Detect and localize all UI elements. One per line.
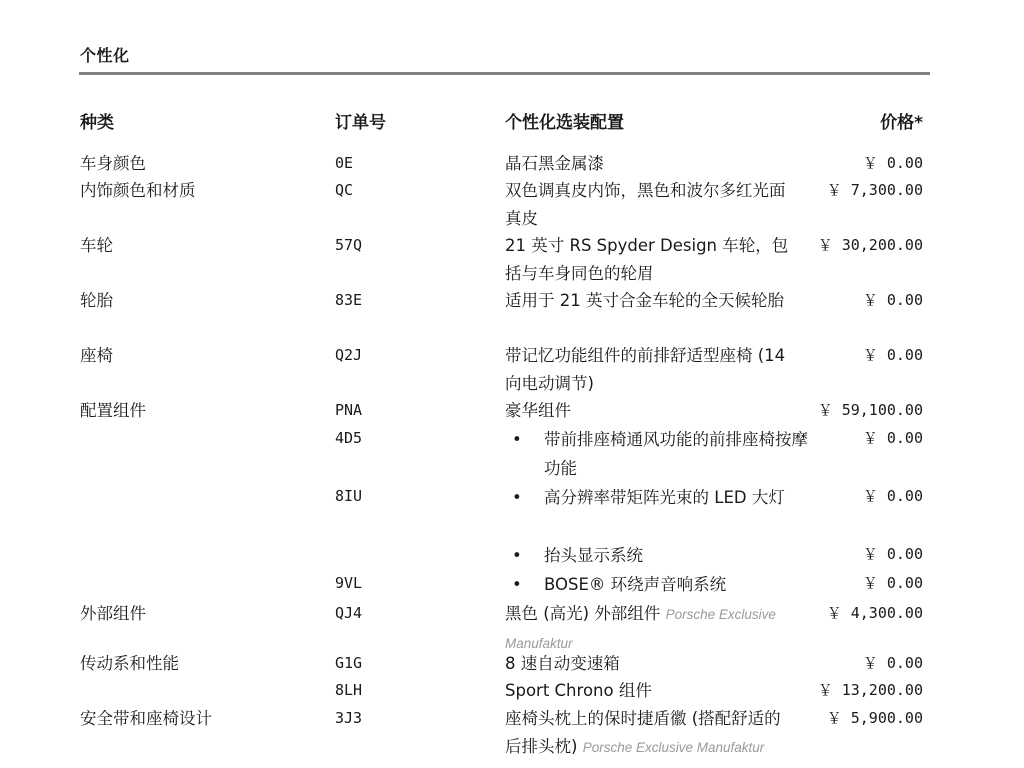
row-code: QJ4 [335, 604, 363, 622]
column-header-code: 订单号 [335, 113, 386, 133]
row-option [505, 232, 795, 287]
row-option-text: 带记忆功能组件的前排舒适型座椅 (14 向电动调节) [505, 346, 786, 393]
row-option [505, 342, 795, 397]
row-price: ￥ 0.00 [862, 346, 923, 364]
bullet-icon: • [512, 575, 522, 594]
row-price: ￥ 13,200.00 [817, 681, 923, 699]
row-category: 传动系和性能 [80, 654, 179, 673]
table-row [0, 570, 1024, 600]
row-option-text: 带前排座椅通风功能的前排座椅按摩功能 [544, 430, 808, 478]
row-price: ￥ 0.00 [862, 545, 923, 563]
table-row [0, 232, 1024, 287]
row-category: 车轮 [80, 236, 113, 255]
row-option-text: 黑色 (高光) 外部组件 [505, 604, 661, 623]
table-row [0, 150, 1024, 177]
row-option [512, 541, 814, 570]
row-code: 8LH [335, 681, 363, 699]
row-code: 4D5 [335, 429, 363, 447]
row-category: 外部组件 [80, 604, 146, 623]
table-row [0, 287, 1024, 342]
row-code: 57Q [335, 236, 363, 254]
row-price: ￥ 0.00 [862, 487, 923, 505]
row-option [512, 483, 814, 512]
row-option-text: BOSE® 环绕声音响系统 [544, 575, 727, 594]
row-code: PNA [335, 401, 363, 419]
row-option [505, 397, 795, 425]
row-option [505, 177, 795, 232]
row-option [505, 705, 795, 761]
row-price: ￥ 30,200.00 [817, 236, 923, 254]
table-row [0, 600, 1024, 650]
table-row [0, 177, 1024, 232]
row-price: ￥ 0.00 [862, 574, 923, 592]
column-header-option: 个性化选装配置 [505, 113, 624, 133]
row-category: 座椅 [80, 346, 113, 365]
row-category: 内饰颜色和材质 [80, 181, 196, 200]
row-option-text: 晶石黑金属漆 [505, 154, 604, 173]
column-header-category: 种类 [80, 113, 114, 133]
row-option-text: 21 英寸 RS Spyder Design 车轮，包括与车身同色的轮眉 [505, 236, 789, 283]
row-option-text: 8 速自动变速箱 [505, 654, 620, 673]
row-option [505, 600, 795, 657]
row-category: 轮胎 [80, 291, 113, 310]
row-code: 83E [335, 291, 363, 309]
bullet-icon: • [512, 488, 522, 507]
row-code: 0E [335, 154, 354, 172]
row-option-text: 豪华组件 [505, 401, 571, 420]
row-code: G1G [335, 654, 363, 672]
table-row [0, 650, 1024, 677]
row-option-text: 高分辨率带矩阵光束的 LED 大灯 [544, 488, 785, 507]
row-option-text: Sport Chrono 组件 [505, 681, 652, 700]
row-option-note: Porsche Exclusive Manufaktur [582, 739, 765, 755]
row-option-text: 双色调真皮内饰，黑色和波尔多红光面真皮 [505, 181, 786, 228]
row-category: 车身颜色 [80, 154, 146, 173]
row-code: 8IU [335, 487, 363, 505]
row-code: 3J3 [335, 709, 363, 727]
row-option-text: 座椅头枕上的保时捷盾徽 (搭配舒适的后排头枕) [505, 709, 781, 756]
row-option [505, 287, 795, 315]
row-option-text: 抬头显示系统 [544, 546, 643, 565]
bullet-icon: • [512, 430, 522, 449]
options-table [0, 150, 1024, 768]
row-category: 配置组件 [80, 401, 146, 420]
row-option [505, 150, 795, 178]
row-price: ￥ 0.00 [862, 154, 923, 172]
row-price: ￥ 59,100.00 [817, 401, 923, 419]
row-category: 安全带和座椅设计 [80, 709, 212, 728]
row-option-note: Porsche Exclusive Manufaktur [505, 607, 776, 651]
row-code: Q2J [335, 346, 363, 364]
row-option [505, 677, 795, 705]
row-code: 9VL [335, 574, 363, 592]
row-code: QC [335, 181, 354, 199]
table-row [0, 705, 1024, 768]
table-row [0, 677, 1024, 705]
table-row [0, 425, 1024, 483]
row-option [512, 570, 814, 599]
table-row [0, 483, 1024, 541]
bullet-icon: • [512, 546, 522, 565]
row-option-text: 适用于 21 英寸合金车轮的全天候轮胎 [505, 291, 784, 310]
row-price: ￥ 0.00 [862, 654, 923, 672]
row-price: ￥ 4,300.00 [826, 604, 923, 622]
row-option [512, 425, 814, 483]
column-header-price: 价格* [880, 113, 923, 133]
section-divider [79, 72, 930, 75]
row-option [505, 650, 795, 678]
row-price: ￥ 0.00 [862, 291, 923, 309]
table-row [0, 541, 1024, 570]
row-price: ￥ 7,300.00 [826, 181, 923, 199]
table-row [0, 397, 1024, 425]
row-price: ￥ 0.00 [862, 429, 923, 447]
table-row [0, 342, 1024, 397]
row-price: ￥ 5,900.00 [826, 709, 923, 727]
section-title: 个性化 [80, 46, 130, 65]
